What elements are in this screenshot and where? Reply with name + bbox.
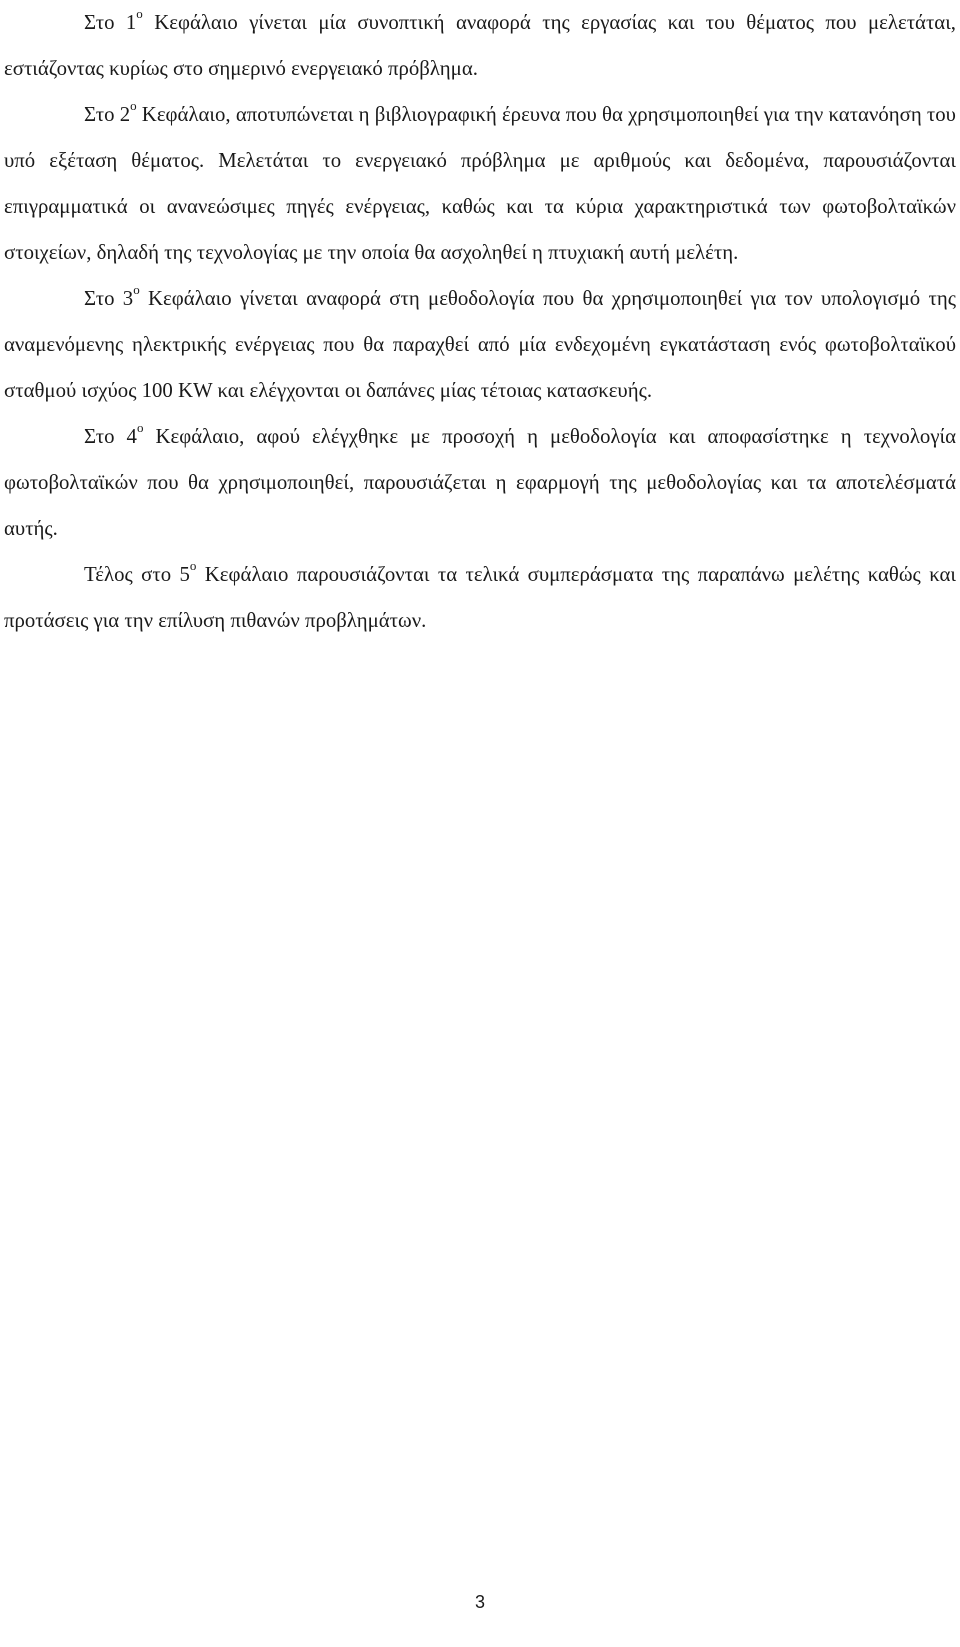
paragraph-body: Κεφάλαιο, αποτυπώνεται η βιβλιογραφική έρευνα που θα χρησιμοποιηθεί για την κατανόηση του υπό εξέταση θέματος. Μελετάται το ενεργειακό πρόβλημα με αριθμούς και δεδομένα, παρουσιάζονται επιγραμματικά οι ανανεώσιμες πηγές ενέργειας, καθώς και τα κύρια χαρακτηριστικά των φωτοβολταϊκών στοιχείων, δηλαδή της τεχνολογίας με την οποία θα ασχοληθεί η πτυχιακή αυτή μελέτη. [4, 103, 956, 264]
document-page [4, 0, 956, 644]
ordinal-superscript: ο [189, 558, 197, 574]
paragraph-chapter-3 [4, 276, 956, 414]
paragraph-lead: Στο 2 [84, 103, 131, 126]
paragraph-lead: Τέλος στο 5 [84, 563, 190, 586]
ordinal-superscript: ο [133, 282, 140, 298]
paragraph-body: Κεφάλαιο, αφού ελέγχθηκε με προσοχή η μεθοδολογία και αποφασίστηκε η τεχνολογία φωτοβολταϊκών που θα χρησιμοποιηθεί, παρουσιάζεται η εφαρμογή της μεθοδολογίας και τα αποτελέσματά αυτής. [4, 425, 956, 540]
paragraph-chapter-2 [4, 92, 956, 276]
paragraph-lead: Στο 1 [84, 11, 137, 34]
ordinal-superscript: ο [130, 98, 137, 114]
ordinal-superscript: ο [136, 6, 143, 22]
paragraph-lead: Στο 4 [84, 425, 137, 448]
paragraph-chapter-4 [4, 414, 956, 552]
paragraph-body: Κεφάλαιο γίνεται αναφορά στη μεθοδολογία που θα χρησιμοποιηθεί για τον υπολογισμό της αναμενόμενης ηλεκτρικής ενέργειας που θα παραχθεί από μία ενδεχομένη εγκατάσταση ενός φωτοβολταϊκού σταθμού ισχύος 100 KW και ελέγχονται οι δαπάνες μίας τέτοιας κατασκευής. [4, 287, 956, 402]
paragraph-body: Κεφάλαιο παρουσιάζονται τα τελικά συμπεράσματα της παραπάνω μελέτης καθώς και προτάσεις για την επίλυση πιθανών προβλημάτων. [4, 563, 956, 632]
paragraph-body: Κεφάλαιο γίνεται μία συνοπτική αναφορά της εργασίας και του θέματος που μελετάται, εστιάζοντας κυρίως στο σημερινό ενεργειακό πρόβλημα. [4, 11, 956, 80]
paragraph-chapter-1 [4, 0, 956, 92]
paragraph-lead: Στο 3 [84, 287, 134, 310]
ordinal-superscript: ο [136, 420, 144, 436]
page-number: 3 [474, 1592, 485, 1612]
paragraph-chapter-5 [4, 552, 956, 644]
